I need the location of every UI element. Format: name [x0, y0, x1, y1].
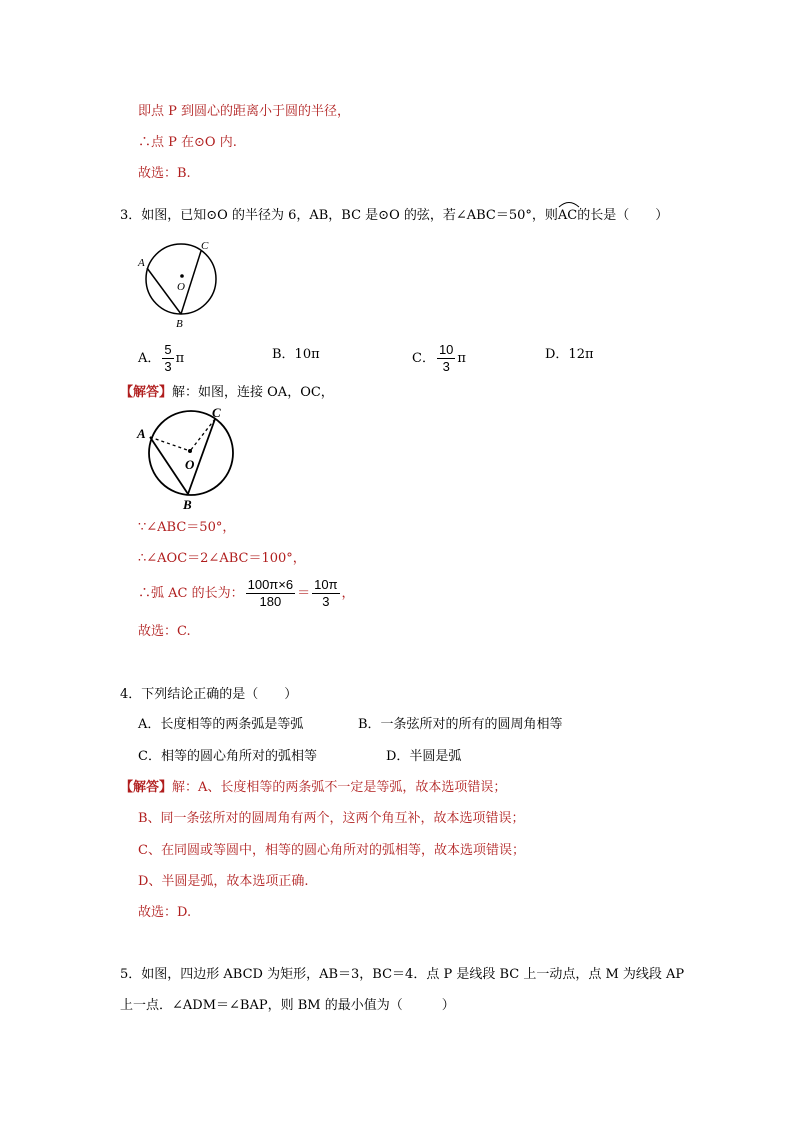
option-a: A．长度相等的两条弧是等弧 — [138, 717, 304, 732]
option-b: B．10π — [272, 347, 320, 362]
circle-figure-1 — [135, 238, 225, 330]
solution-line: ∵∠ABC＝50°， — [138, 520, 236, 535]
solution-line: D、半圆是弧，故本选项正确. — [138, 874, 309, 889]
label-b: B — [176, 318, 183, 330]
solution-line: 故选：B. — [138, 166, 191, 181]
solution-line: C、在同圆或等圆中，相等的圆心角所对的弧相等，故本选项错误； — [138, 843, 525, 858]
solution-formula: ∴弧 AC 的长为： $\frac{100\pi\times 6}{180}$ ＝ $\frac{10\pi}{3}$ ， — [138, 577, 355, 609]
question-4-stem: 4．下列结论正确的是（ ） — [120, 687, 298, 702]
answer-intro: 【解答】解：如图，连接 OA，OC， — [120, 385, 334, 400]
label-o: O — [185, 457, 195, 472]
question-5-stem-cont: 上一点．∠ADM＝∠BAP，则 BM 的最小值为（ ） — [120, 998, 455, 1013]
option-c: C．相等的圆心角所对的弧相等 — [138, 749, 317, 764]
center-point — [180, 274, 184, 278]
label-c: C — [212, 405, 221, 420]
chord-ab — [147, 268, 181, 314]
question-3-stem: 3．如图，已知⊙O 的半径为 6，AB，BC 是⊙O 的弦，若∠ABC＝50°，则 AC的长是（ ） — [120, 203, 668, 225]
solution-line: B、同一条弦所对的圆周角有两个，这两个角互补，故本选项错误； — [138, 811, 525, 826]
solution-line: 故选：C. — [138, 624, 191, 639]
question-5-stem: 5．如图，四边形 ABCD 为矩形，AB＝3，BC＝4．点 P 是线段 BC 上一动点，点 M 为线段 AP — [120, 967, 685, 982]
solution-line: ∴点 P 在⊙O 内. — [138, 135, 237, 150]
solution-line: 故选：D. — [138, 905, 192, 920]
circle-o — [146, 244, 216, 314]
label-a: A — [137, 426, 146, 441]
option-c: C． $\frac{10}{3}$ π — [412, 342, 466, 374]
segment-oa — [150, 437, 190, 451]
solution-line: 即点 P 到圆心的距离小于圆的半径， — [138, 104, 351, 119]
arc-symbol-icon — [558, 200, 580, 208]
option-d: D．半圆是弧 — [386, 749, 462, 764]
option-d: D．12π — [545, 347, 594, 362]
segment-oc — [190, 419, 215, 451]
chord-ab — [150, 437, 188, 494]
label-b: B — [183, 497, 192, 512]
label-o: O — [177, 281, 185, 293]
option-b: B．一条弦所对的所有的圆周角相等 — [358, 717, 563, 732]
circle-figure-2 — [135, 405, 245, 513]
arc-ac: AC — [558, 203, 577, 225]
center-point — [188, 449, 192, 453]
option-a: A． $\frac{5}{3}$ π — [138, 342, 185, 374]
label-c: C — [201, 240, 209, 252]
label-a: A — [138, 257, 145, 269]
solution-line: ∴∠AOC＝2∠ABC＝100°， — [138, 551, 306, 566]
answer-intro: 【解答】解：A、长度相等的两条弧不一定是等弧，故本选项错误； — [120, 780, 507, 795]
